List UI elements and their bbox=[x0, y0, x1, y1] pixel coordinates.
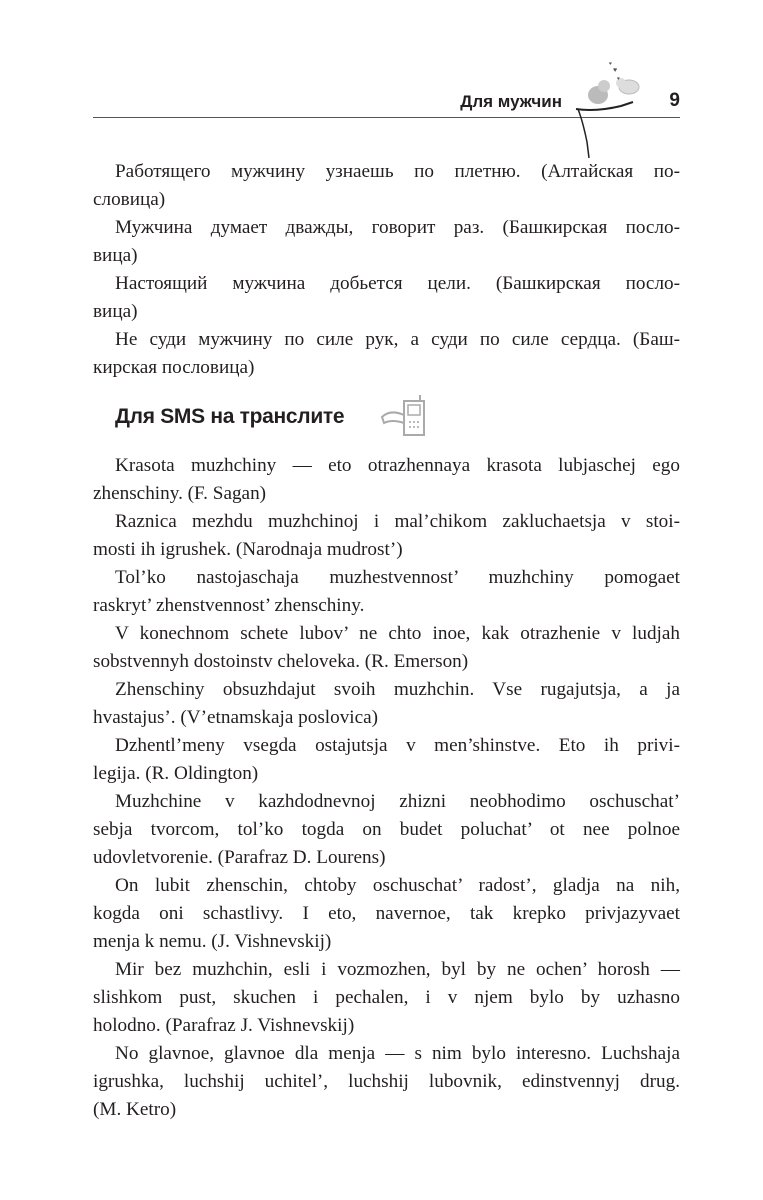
text-line: legija. (R. Oldington) bbox=[93, 763, 259, 784]
text-line: No glavnoe, glavnoe dla menja — s nim bylo interesno. Luchshaja bbox=[115, 1043, 680, 1064]
running-title: Для мужчин bbox=[460, 92, 562, 111]
text-line: menja k nemu. (J. Vishnevskij) bbox=[93, 931, 332, 952]
text-line: On lubit zhenschin, chtoby oschuschat’ radost’, gladja na nih, bbox=[115, 875, 680, 896]
text-line: Mir bez muzhchin, esli i vozmozhen, byl by ne ochen’ horosh — bbox=[115, 959, 680, 980]
page-number: 9 bbox=[669, 90, 680, 111]
text-line: sobstvennyh dostoinstv cheloveka. (R. Emerson) bbox=[93, 651, 469, 672]
text-line: kogda oni schastlivy. I eto, navernoe, tak krepko privjazyvaet bbox=[93, 903, 680, 924]
russian-proverbs bbox=[93, 158, 680, 382]
text-line: Мужчина думает дважды, говорит раз. (Башкирская посло- bbox=[115, 217, 680, 238]
paragraph bbox=[93, 270, 680, 326]
text-line: кирская пословица) bbox=[93, 357, 255, 378]
text-line: raskryt’ zhenstvennost’ zhenschiny. bbox=[93, 595, 365, 616]
paragraph bbox=[93, 676, 680, 732]
text-line: hvastajus’. (V’etnamskaja poslovica) bbox=[93, 707, 379, 728]
paragraph bbox=[93, 732, 680, 788]
text-line: Работящего мужчину узнаешь по плетню. (Алтайская по- bbox=[115, 161, 680, 182]
text-line: Настоящий мужчина добьется цели. (Башкирская посло- bbox=[115, 273, 680, 294]
text-line: zhenschiny. (F. Sagan) bbox=[93, 483, 267, 504]
paragraph bbox=[93, 508, 680, 564]
text-line: igrushka, luchshij uchitel’, luchshij lubovnik, edinstvennyj drug. bbox=[93, 1071, 680, 1092]
svg-text:♥: ♥ bbox=[613, 66, 618, 74]
text-line: Zhenschiny obsuzhdajut svoih muzhchin. Vse rugajutsja, a ja bbox=[115, 679, 680, 700]
text-line: вица) bbox=[93, 245, 138, 266]
text-line: Krasota muzhchiny — eto otrazhennaya krasota lubjaschej ego bbox=[115, 455, 680, 476]
svg-text:♥: ♥ bbox=[609, 62, 612, 67]
paragraph bbox=[93, 620, 680, 676]
text-line: Muzhchine v kazhdodnevnoj zhizni neobhodimo oschuschat’ bbox=[115, 791, 680, 812]
svg-text:♥: ♥ bbox=[617, 77, 620, 82]
paragraph bbox=[93, 564, 680, 620]
paragraph bbox=[93, 158, 680, 214]
transliterated-quotes bbox=[93, 452, 680, 1124]
text-line: mosti ih igrushek. (Narodnaja mudrost’) bbox=[93, 539, 403, 560]
text-line: slishkom pust, skuchen i pechalen, i v njem bylo by uzhasno bbox=[93, 987, 680, 1008]
text-line: Не суди мужчину по силе рук, а суди по силе сердца. (Баш- bbox=[115, 329, 680, 350]
text-line: словица) bbox=[93, 189, 166, 210]
text-line: Raznica mezhdu muzhchinoj i mal’chikom zakluchaetsja v stoi- bbox=[115, 511, 680, 532]
text-line: udovletvorenie. (Parafraz D. Lourens) bbox=[93, 847, 386, 868]
paragraph bbox=[93, 788, 680, 872]
paragraph bbox=[93, 214, 680, 270]
text-line: (M. Ketro) bbox=[93, 1099, 177, 1120]
paragraph bbox=[93, 872, 680, 956]
phone-sms-icon bbox=[380, 393, 430, 439]
paragraph bbox=[93, 1040, 680, 1124]
text-line: вица) bbox=[93, 301, 138, 322]
section-heading: Для SMS на транслите bbox=[115, 405, 345, 428]
paragraph bbox=[93, 326, 680, 382]
paragraph bbox=[93, 956, 680, 1040]
text-line: holodno. (Parafraz J. Vishnevskij) bbox=[93, 1015, 355, 1036]
birds-on-branch-icon bbox=[571, 62, 671, 162]
paragraph bbox=[93, 452, 680, 508]
text-line: Tol’ko nastojaschaja muzhestvennost’ muzhchiny pomogaet bbox=[115, 567, 680, 588]
text-line: sebja tvorcom, tol’ko togda on budet poluchat’ ot nee polnoe bbox=[93, 819, 680, 840]
text-line: Dzhentl’meny vsegda ostajutsja v men’shinstve. Eto ih privi- bbox=[115, 735, 680, 756]
page-header bbox=[93, 62, 680, 130]
text-line: V konechnom schete lubov’ ne chto inoe, kak otrazhenie v ludjah bbox=[115, 623, 680, 644]
